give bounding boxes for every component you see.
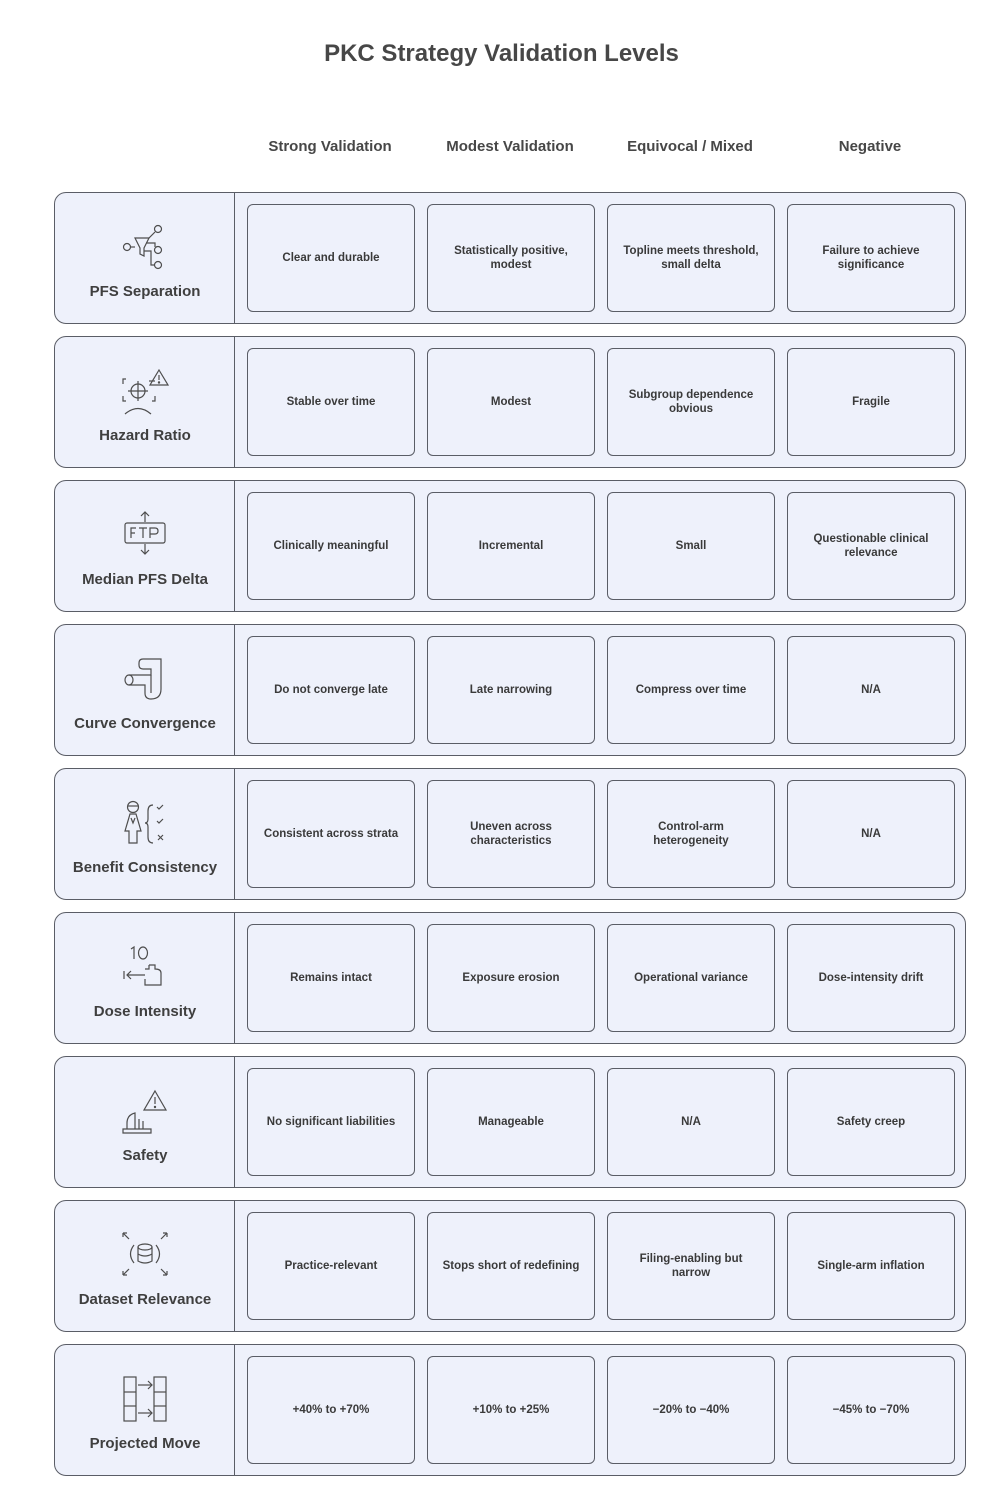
cell-modest-validation: Manageable bbox=[427, 1068, 595, 1176]
dose-arrow-icon bbox=[115, 941, 175, 993]
cell-negative: Fragile bbox=[787, 348, 955, 456]
column-header-equivocal-mixed: Equivocal / Mixed bbox=[627, 138, 753, 155]
row-dose-intensity bbox=[54, 912, 966, 1044]
cell-equivocal-mixed: −20% to −40% bbox=[607, 1356, 775, 1464]
cell-strong-validation: Clinically meaningful bbox=[247, 492, 415, 600]
cell-negative: N/A bbox=[787, 780, 955, 888]
cell-strong-validation: Stable over time bbox=[247, 348, 415, 456]
column-header-modest-validation: Modest Validation bbox=[446, 138, 574, 155]
cell-modest-validation: +10% to +25% bbox=[427, 1356, 595, 1464]
row-label-cell bbox=[55, 1057, 235, 1187]
row-label: Dataset Relevance bbox=[78, 1291, 212, 1308]
row-hazard-ratio bbox=[54, 336, 966, 468]
cell-modest-validation: Statistically positive, modest bbox=[427, 204, 595, 312]
cell-equivocal-mixed: Operational variance bbox=[607, 924, 775, 1032]
cell-modest-validation: Incremental bbox=[427, 492, 595, 600]
pipe-bend-icon bbox=[115, 653, 175, 705]
row-label: Dose Intensity bbox=[93, 1003, 197, 1020]
row-label-cell bbox=[55, 769, 235, 899]
cell-equivocal-mixed: Compress over time bbox=[607, 636, 775, 744]
row-label-cell bbox=[55, 481, 235, 611]
cell-negative: N/A bbox=[787, 636, 955, 744]
page-title: PKC Strategy Validation Levels bbox=[324, 40, 679, 67]
cell-negative: Single-arm inflation bbox=[787, 1212, 955, 1320]
columns-arrows-icon bbox=[115, 1373, 175, 1425]
row-label: Median PFS Delta bbox=[82, 571, 208, 588]
safety-warning-icon bbox=[115, 1085, 175, 1137]
row-label-cell bbox=[55, 625, 235, 755]
row-label-cell bbox=[55, 337, 235, 467]
cell-equivocal-mixed: Small bbox=[607, 492, 775, 600]
row-label-cell bbox=[55, 1201, 235, 1331]
cell-strong-validation: No significant liabilities bbox=[247, 1068, 415, 1176]
cell-negative: Safety creep bbox=[787, 1068, 955, 1176]
cell-strong-validation: Consistent across strata bbox=[247, 780, 415, 888]
row-label: Curve Convergence bbox=[74, 715, 216, 732]
row-label-cell bbox=[55, 913, 235, 1043]
row-projected-move bbox=[54, 1344, 966, 1476]
cell-modest-validation: Late narrowing bbox=[427, 636, 595, 744]
cell-negative: Dose-intensity drift bbox=[787, 924, 955, 1032]
cell-negative: Failure to achieve significance bbox=[787, 204, 955, 312]
row-dataset-relevance bbox=[54, 1200, 966, 1332]
database-expand-icon bbox=[115, 1229, 175, 1281]
row-label-cell bbox=[55, 1345, 235, 1475]
cell-modest-validation: Exposure erosion bbox=[427, 924, 595, 1032]
ftp-arrows-icon bbox=[115, 509, 175, 561]
row-label: Projected Move bbox=[89, 1435, 201, 1452]
cell-strong-validation: Remains intact bbox=[247, 924, 415, 1032]
row-label: Safety bbox=[122, 1147, 168, 1164]
row-benefit-consistency bbox=[54, 768, 966, 900]
cell-strong-validation: Clear and durable bbox=[247, 204, 415, 312]
person-checklist-icon bbox=[115, 797, 175, 849]
row-safety bbox=[54, 1056, 966, 1188]
cell-negative: Questionable clinical relevance bbox=[787, 492, 955, 600]
column-header-negative: Negative bbox=[838, 138, 902, 155]
row-label: Hazard Ratio bbox=[99, 427, 191, 444]
cell-modest-validation: Uneven across characteristics bbox=[427, 780, 595, 888]
cell-modest-validation: Stops short of redefining bbox=[427, 1212, 595, 1320]
row-label-cell bbox=[55, 193, 235, 323]
cell-negative: −45% to −70% bbox=[787, 1356, 955, 1464]
row-label: Benefit Consistency bbox=[72, 859, 218, 876]
cell-modest-validation: Modest bbox=[427, 348, 595, 456]
row-median-pfs-delta bbox=[54, 480, 966, 612]
focus-warning-icon bbox=[115, 365, 175, 417]
cell-equivocal-mixed: Control-arm heterogeneity bbox=[607, 780, 775, 888]
cell-strong-validation: +40% to +70% bbox=[247, 1356, 415, 1464]
cell-equivocal-mixed: Filing-enabling but narrow bbox=[607, 1212, 775, 1320]
cell-strong-validation: Practice-relevant bbox=[247, 1212, 415, 1320]
row-curve-convergence bbox=[54, 624, 966, 756]
funnel-network-icon bbox=[115, 221, 175, 273]
cell-strong-validation: Do not converge late bbox=[247, 636, 415, 744]
cell-equivocal-mixed: N/A bbox=[607, 1068, 775, 1176]
cell-equivocal-mixed: Subgroup dependence obvious bbox=[607, 348, 775, 456]
row-label: PFS Separation bbox=[89, 283, 201, 300]
cell-equivocal-mixed: Topline meets threshold, small delta bbox=[607, 204, 775, 312]
row-pfs-separation bbox=[54, 192, 966, 324]
column-header-strong-validation: Strong Validation bbox=[268, 138, 392, 155]
